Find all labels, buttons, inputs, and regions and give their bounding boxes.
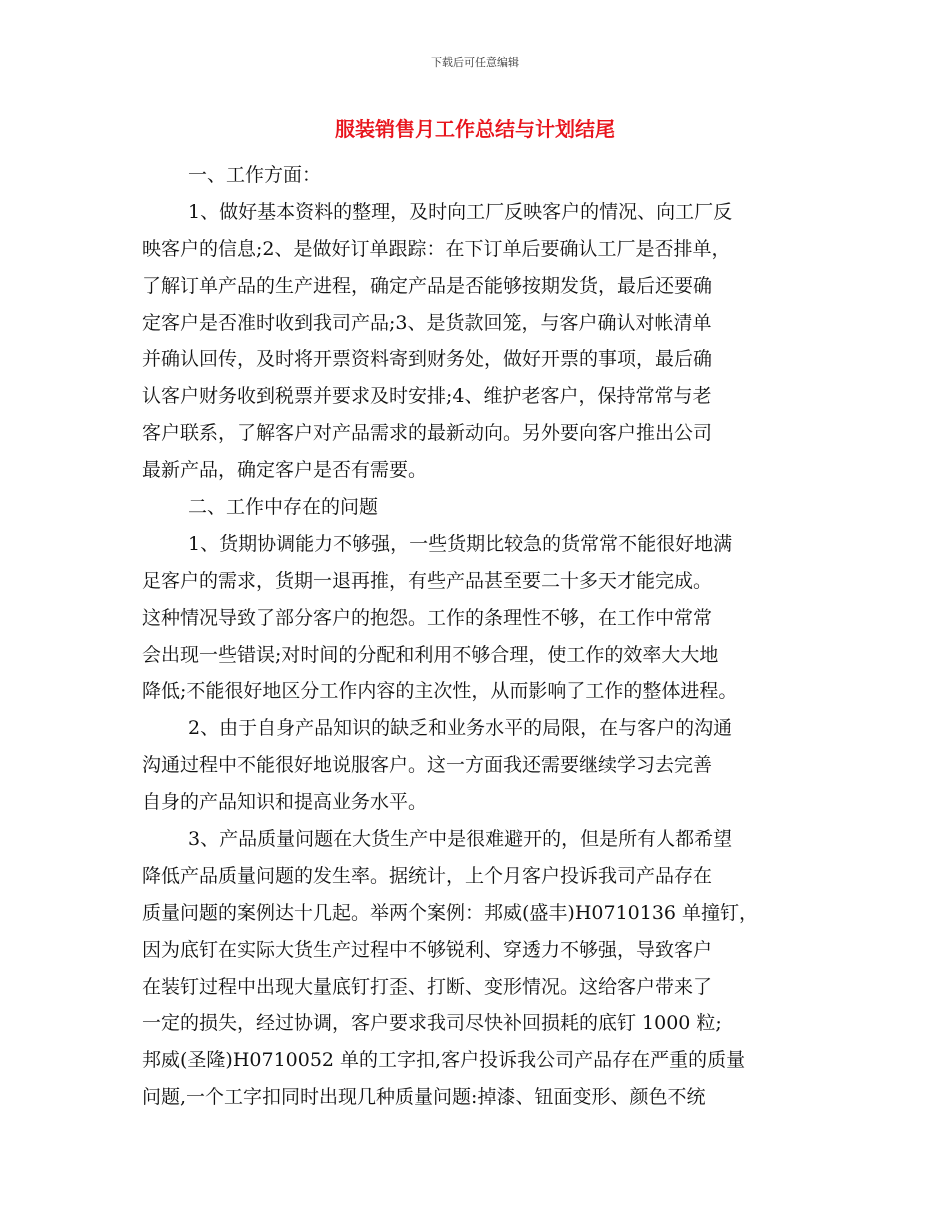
header-note: 下载后可任意编辑	[431, 56, 519, 69]
text-line: 沟通过程中不能很好地说服客户。这一方面我还需要继续学习去完善	[142, 754, 713, 777]
text-line: 因为底钉在实际大货生产过程中不够锐利、穿透力不够强，导致客户	[142, 938, 713, 961]
text-line: 降低;不能很好地区分工作内容的主次性，从而影响了工作的整体进程。	[142, 680, 738, 703]
text-line: 2、由于自身产品知识的缺乏和业务水平的局限，在与客户的沟通	[188, 717, 733, 740]
text-line: 质量问题的案例达十几起。举两个案例：邦威(盛丰)H0710136 单撞钉，	[142, 901, 759, 924]
text-line: 降低产品质量问题的发生率。据统计，上个月客户投诉我司产品存在	[142, 864, 713, 887]
text-line: 定客户是否准时收到我司产品;3、是货款回笼，与客户确认对帐清单	[142, 311, 712, 334]
text-line: 邦威(圣隆)H0710052 单的工字扣,客户投诉我公司产品存在严重的质量	[142, 1049, 746, 1072]
text-line: 映客户的信息;2、是做好订单跟踪：在下订单后要确认工厂是否排单，	[142, 237, 731, 260]
text-line: 最新产品，确定客户是否有需要。	[142, 459, 428, 482]
text-line: 在装钉过程中出现大量底钉打歪、打断、变形情况。这给客户带来了	[142, 975, 713, 998]
text-line: 会出现一些错误;对时间的分配和利用不够合理，使工作的效率大大地	[142, 643, 719, 666]
text-line: 了解订单产品的生产进程，确定产品是否能够按期发货，最后还要确	[142, 274, 713, 297]
text-line: 足客户的需求，货期一退再推，有些产品甚至要二十多天才能完成。	[142, 569, 713, 592]
document-title: 服装销售月工作总结与计划结尾	[335, 117, 615, 141]
text-line: 客户联系，了解客户对产品需求的最新动向。另外要向客户推出公司	[142, 422, 713, 445]
text-line: 1、做好基本资料的整理，及时向工厂反映客户的情况、向工厂反	[188, 200, 733, 223]
text-line: 并确认回传，及时将开票资料寄到财务处，做好开票的事项，最后确	[142, 348, 713, 371]
text-line: 1、货期协调能力不够强，一些货期比较急的货常常不能很好地满	[188, 532, 733, 555]
text-line: 这种情况导致了部分客户的抱怨。工作的条理性不够，在工作中常常	[142, 606, 713, 629]
text-line: 一定的损失，经过协调，客户要求我司尽快补回损耗的底钉 1000 粒;	[142, 1012, 722, 1035]
text-line: 自身的产品知识和提高业务水平。	[142, 791, 428, 814]
text-line: 3、产品质量问题在大货生产中是很难避开的，但是所有人都希望	[188, 828, 733, 851]
document-body	[142, 157, 812, 1116]
text-line: 一、工作方面：	[188, 164, 322, 186]
text-line: 认客户财务收到税票并要求及时安排;4、维护老客户，保持常常与老	[142, 385, 712, 408]
text-line: 问题,一个工字扣同时出现几种质量问题:掉漆、钮面变形、颜色不统	[142, 1086, 706, 1109]
text-line: 二、工作中存在的问题	[188, 496, 379, 519]
